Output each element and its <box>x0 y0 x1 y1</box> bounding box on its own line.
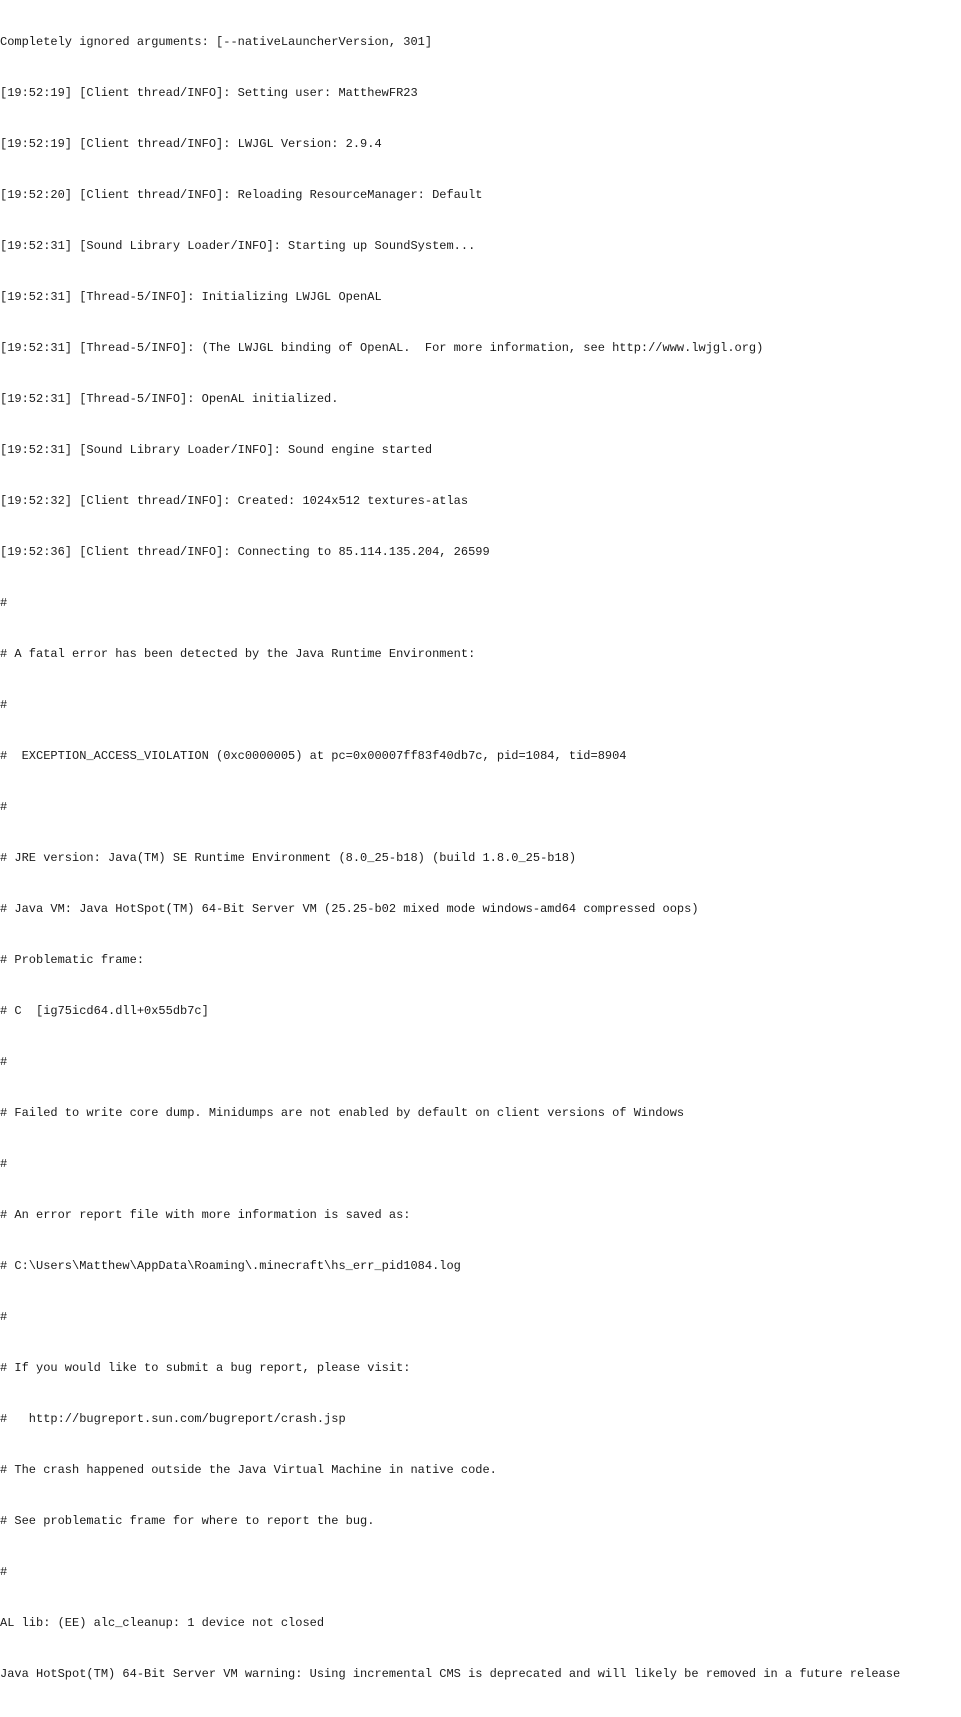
log-line: # EXCEPTION_ACCESS_VIOLATION (0xc0000005) at pc=0x00007ff83f40db7c, pid=1084, tid=8904 <box>0 749 627 763</box>
log-line: # <box>0 698 8 712</box>
log-line: # <box>0 1565 8 1579</box>
log-line: [19:52:31] [Thread-5/INFO]: OpenAL initialized. <box>0 392 339 406</box>
log-line: [19:52:19] [Client thread/INFO]: LWJGL Version: 2.9.4 <box>0 137 382 151</box>
log-line: # Problematic frame: <box>0 953 145 967</box>
log-line: Completely ignored arguments: [--nativeLauncherVersion, 301] <box>0 35 433 49</box>
log-line: # <box>0 800 8 814</box>
log-line: # See problematic frame for where to report the bug. <box>0 1514 375 1528</box>
log-line: [19:52:36] [Client thread/INFO]: Connecting to 85.114.135.204, 26599 <box>0 545 490 559</box>
log-line: # C [ig75icd64.dll+0x55db7c] <box>0 1004 209 1018</box>
log-line: # <box>0 1310 8 1324</box>
log-line: # JRE version: Java(TM) SE Runtime Environment (8.0_25-b18) (build 1.8.0_25-b18) <box>0 851 577 865</box>
log-line: [19:52:31] [Thread-5/INFO]: Initializing LWJGL OpenAL <box>0 290 382 304</box>
log-line: # Failed to write core dump. Minidumps are not enabled by default on client versions of Windows <box>0 1106 685 1120</box>
log-line: # http://bugreport.sun.com/bugreport/crash.jsp <box>0 1412 346 1426</box>
log-line: [19:52:31] [Sound Library Loader/INFO]: Starting up SoundSystem... <box>0 239 476 253</box>
log-line: [19:52:32] [Client thread/INFO]: Created: 1024x512 textures-atlas <box>0 494 469 508</box>
log-line: # <box>0 1055 8 1069</box>
log-line: # The crash happened outside the Java Virtual Machine in native code. <box>0 1463 497 1477</box>
log-line: AL lib: (EE) alc_cleanup: 1 device not closed <box>0 1616 325 1630</box>
log-line: Java HotSpot(TM) 64-Bit Server VM warning: Using incremental CMS is deprecated and will likely be removed in a future release <box>0 1667 901 1681</box>
log-line: [19:52:31] [Thread-5/INFO]: (The LWJGL binding of OpenAL. For more information, see http://www.lwjgl.org) <box>0 341 764 355</box>
log-line: [19:52:20] [Client thread/INFO]: Reloading ResourceManager: Default <box>0 188 483 202</box>
log-line: # Java VM: Java HotSpot(TM) 64-Bit Server VM (25.25-b02 mixed mode windows-amd64 compressed oops) <box>0 902 699 916</box>
log-line: # <box>0 596 8 610</box>
log-line: [19:52:19] [Client thread/INFO]: Setting user: MatthewFR23 <box>0 86 418 100</box>
log-line: # <box>0 1157 8 1171</box>
log-line: # An error report file with more information is saved as: <box>0 1208 411 1222</box>
log-line: # A fatal error has been detected by the Java Runtime Environment: <box>0 647 476 661</box>
log-line: # C:\Users\Matthew\AppData\Roaming\.minecraft\hs_err_pid1084.log <box>0 1259 461 1273</box>
log-line: # If you would like to submit a bug report, please visit: <box>0 1361 411 1375</box>
log-line: [19:52:31] [Sound Library Loader/INFO]: Sound engine started <box>0 443 433 457</box>
